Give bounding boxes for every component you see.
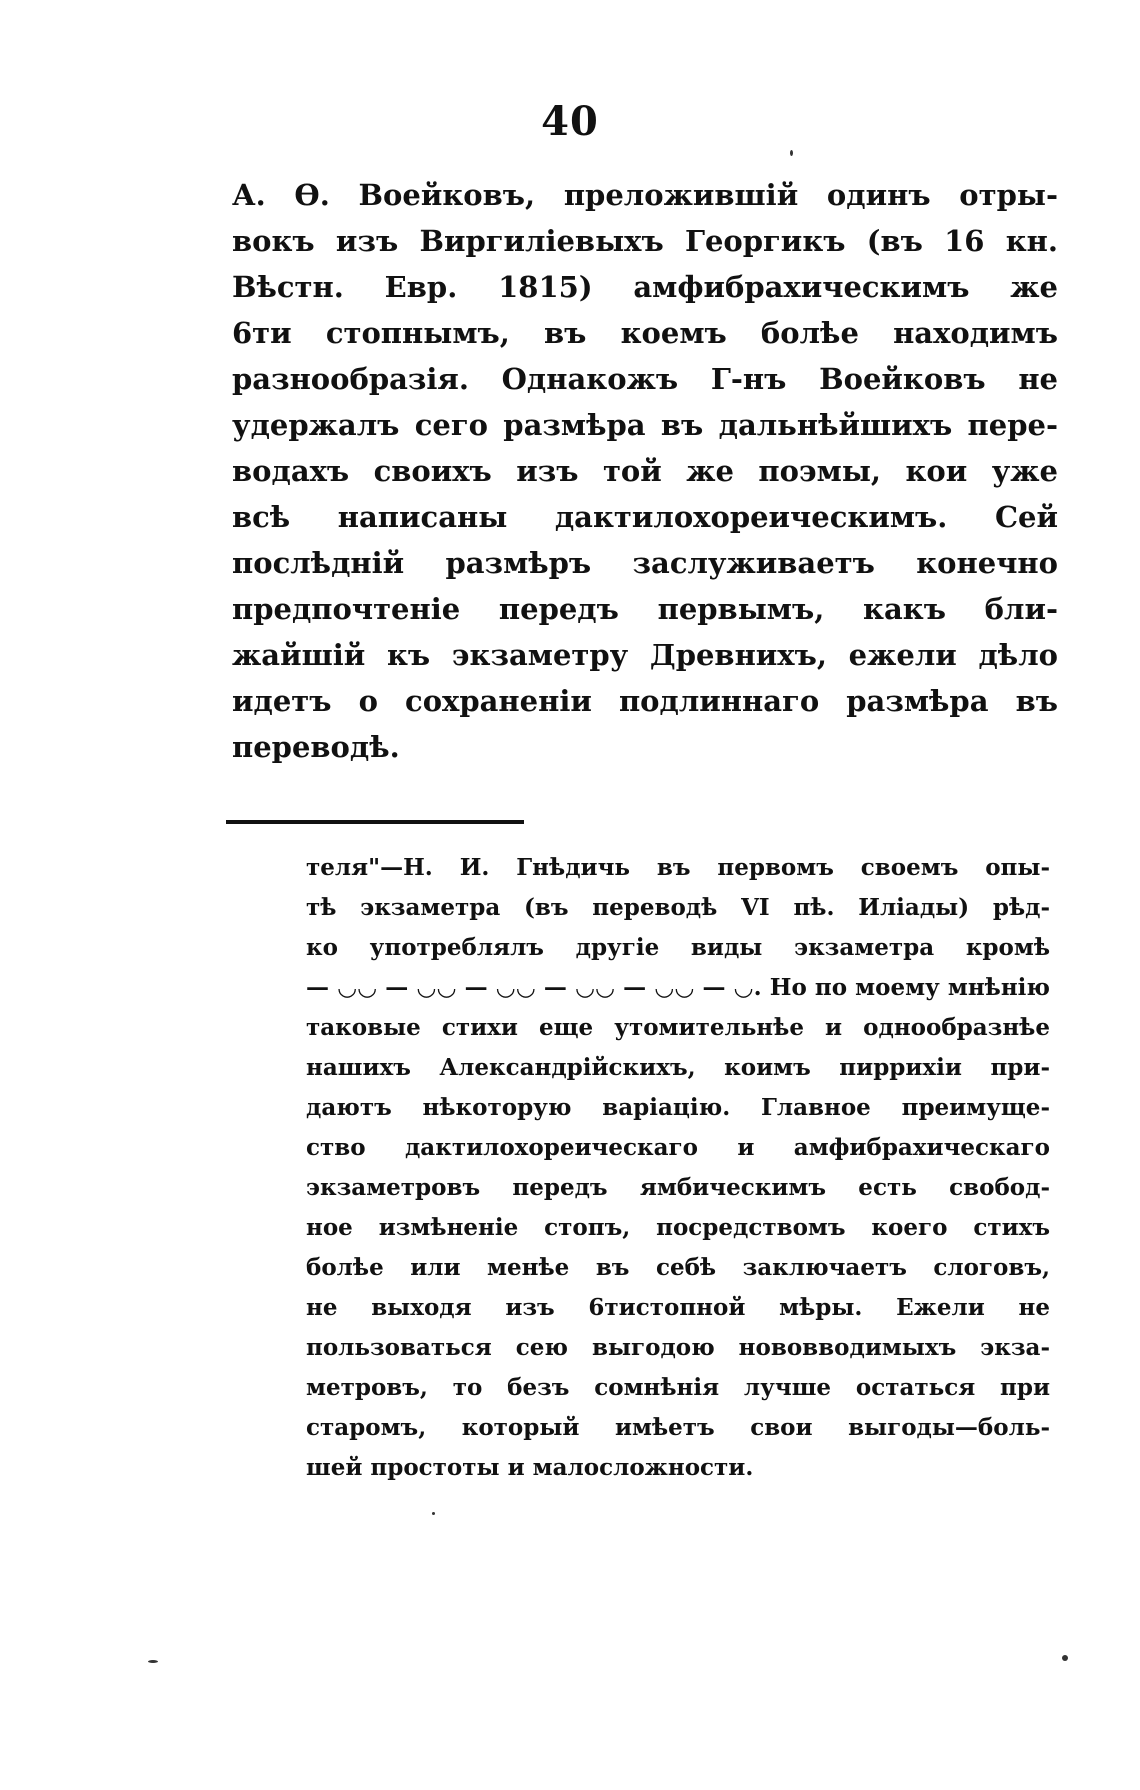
main-text-line: удержалъ сего размѣра въ дальнѣйшихъ пере- bbox=[232, 408, 1058, 442]
main-text-line: всѣ написаны дактилохореическимъ. Сей bbox=[232, 500, 1058, 534]
main-text-line: водахъ своихъ изъ той же поэмы, кои уже bbox=[232, 454, 1058, 488]
footnote-line: ко употреблялъ другіе виды экзаметра кромѣ bbox=[306, 934, 1050, 961]
footnote-line: пользоваться сею выгодою нововводимыхъ экза- bbox=[306, 1334, 1050, 1361]
main-text-line: Вѣстн. Евр. 1815) амфибрахическимъ же bbox=[232, 270, 1058, 304]
page-number: 40 bbox=[541, 98, 599, 145]
main-text-line: предпочтеніе передъ первымъ, какъ бли- bbox=[232, 592, 1058, 626]
footnote bbox=[306, 848, 1050, 1488]
scan-speck bbox=[148, 1660, 158, 1663]
footnote-line: болѣе или менѣе въ себѣ заключаетъ слоговъ, bbox=[306, 1254, 1050, 1281]
footnote-line: ство дактилохореическаго и амфибрахическаго bbox=[306, 1134, 1050, 1161]
main-text-line: 6ти стопнымъ, въ коемъ болѣе находимъ bbox=[232, 316, 1058, 350]
footnote-line: — ◡◡ — ◡◡ — ◡◡ — ◡◡ — ◡◡ — ◡. Но по моему мнѣнію bbox=[306, 974, 1050, 1001]
main-text-line: вокъ изъ Виргиліевыхъ Георгикъ (въ 16 кн. bbox=[232, 224, 1058, 258]
scan-speck bbox=[790, 150, 793, 156]
footnote-line: ное измѣненіе стопъ, посредствомъ коего стихъ bbox=[306, 1214, 1050, 1241]
main-text-line: жайшій къ экзаметру Древнихъ, ежели дѣло bbox=[232, 638, 1058, 672]
main-text-line: А. Ѳ. Воейковъ, преложившій одинъ отры- bbox=[232, 178, 1058, 212]
main-paragraph bbox=[232, 172, 1058, 770]
main-text-line: послѣдній размѣръ заслуживаетъ конечно bbox=[232, 546, 1058, 580]
footnote-line: экзаметровъ передъ ямбическимъ есть свобод- bbox=[306, 1174, 1050, 1201]
footnote-line: не выходя изъ 6тистопной мѣры. Ежели не bbox=[306, 1294, 1050, 1321]
main-text-line: переводѣ. bbox=[232, 730, 400, 764]
footnote-line: шей простоты и малосложности. bbox=[306, 1454, 754, 1481]
footnote-line: нашихъ Александрійскихъ, коимъ пиррихіи при- bbox=[306, 1054, 1050, 1081]
main-text-line: идетъ о сохраненіи подлиннаго размѣра въ bbox=[232, 684, 1058, 718]
footnote-line: даютъ нѣкоторую варіацію. Главное преимуще- bbox=[306, 1094, 1050, 1121]
footnote-line: теля"—Н. И. Гнѣдичь въ первомъ своемъ опы- bbox=[306, 854, 1050, 881]
scan-speck bbox=[1062, 1655, 1068, 1661]
footnote-line: тѣ экзаметра (въ переводѣ VI пѣ. Иліады) рѣд- bbox=[306, 894, 1050, 921]
footnote-line: таковые стихи еще утомительнѣе и однообразнѣе bbox=[306, 1014, 1050, 1041]
footnote-line: старомъ, который имѣетъ свои выгоды—боль- bbox=[306, 1414, 1050, 1441]
footnote-line: метровъ, то безъ сомнѣнія лучше остаться при bbox=[306, 1374, 1050, 1401]
scan-speck bbox=[432, 1512, 435, 1515]
footnote-divider bbox=[226, 820, 524, 824]
main-text-line: разнообразія. Однакожъ Г-нъ Воейковъ не bbox=[232, 362, 1058, 396]
